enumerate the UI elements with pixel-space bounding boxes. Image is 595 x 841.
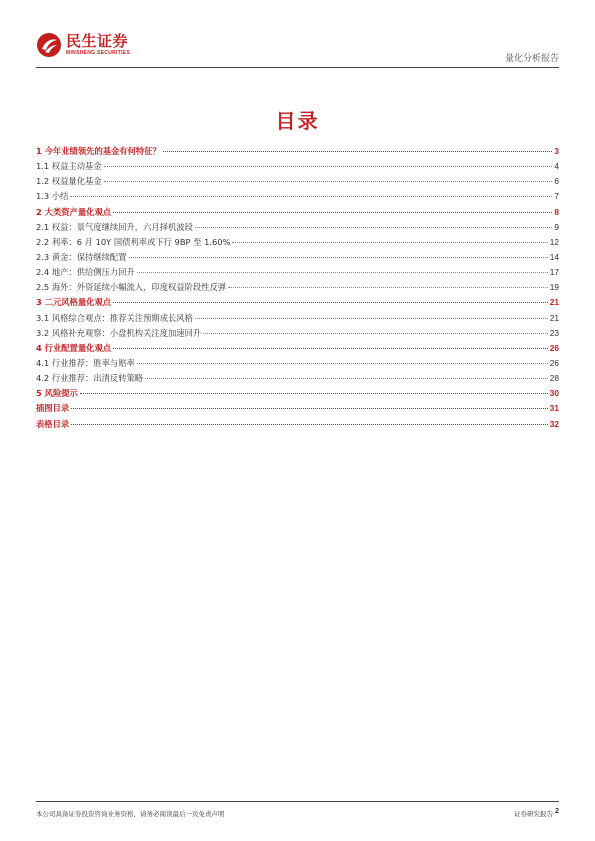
toc-entry-label: 2.4 地产：供给侧压力回升 [36, 267, 135, 278]
toc-entry-label: 4.2 行业推荐：出清反转策略 [36, 373, 144, 384]
page-header [36, 30, 559, 68]
toc-entry-label: 4 行业配置量化观点 [36, 342, 112, 353]
toc-entry-label: 插图目录 [36, 403, 70, 414]
brand-name-cn: 民生证券 [66, 32, 129, 50]
toc-entry-label: 2 大类资产量化观点 [36, 206, 112, 217]
toc-entry-label: 3.1 风格综合观点：推荐关注预期成长风格 [36, 312, 193, 323]
footer-divider [36, 801, 559, 802]
toc-dot-leader [104, 166, 553, 167]
toc-entry-label: 2.1 权益：景气度继续回升，六月择机波段 [36, 221, 193, 232]
toc-entry-page: 26 [549, 357, 559, 368]
toc-dot-leader [137, 363, 548, 364]
toc-entry-page: 30 [549, 388, 559, 399]
toc-entry-page: 21 [549, 297, 559, 308]
footer-disclaimer: 本公司具备证券投资咨询业务资格，请务必阅读最后一页免责声明 [36, 810, 225, 818]
toc-entry-page: 4 [554, 161, 559, 172]
toc-entry-label: 2.3 黄金：保持继续配置 [36, 251, 127, 262]
brand-logo [36, 32, 130, 58]
toc-entry-label: 5 风险提示 [36, 388, 78, 399]
toc-entry-page: 9 [554, 221, 559, 232]
toc-entry[interactable] [36, 326, 559, 341]
toc-entry-page: 26 [549, 342, 559, 353]
brand-name-en: MINSHENG SECURITIES [66, 50, 131, 56]
toc-dot-leader [228, 287, 548, 288]
toc-entry-label: 1.2 权益量化基金 [36, 176, 102, 187]
toc-entry-page: 31 [549, 403, 559, 414]
toc-dot-leader [71, 424, 548, 425]
toc-entry-page: 23 [549, 327, 559, 338]
toc-entry[interactable] [36, 265, 559, 280]
toc-entry-label: 2.2 利率：6 月 10Y 国债利率或下行 9BP 至 1.60% [36, 236, 231, 247]
toc-entry-label: 3.2 风格补充观察：小盘机构关注度加速回升 [36, 327, 202, 338]
toc-entry-label: 2.5 海外：外资延续小幅流入，印度权益阶段性反弹 [36, 282, 227, 293]
toc-entry[interactable] [36, 371, 559, 386]
toc-entry[interactable] [36, 250, 559, 265]
toc-dot-leader [203, 333, 548, 334]
toc-dot-leader [129, 257, 548, 258]
toc-entry-page: 3 [554, 146, 559, 156]
toc-entry-page: 17 [549, 267, 559, 278]
toc-entry[interactable] [36, 159, 559, 174]
header-divider [36, 67, 559, 68]
toc-dot-leader [232, 242, 547, 243]
toc-entry[interactable] [36, 311, 559, 326]
toc-dot-leader [113, 348, 548, 349]
toc-entry-page: 8 [554, 206, 559, 217]
table-of-contents [36, 144, 559, 432]
toc-entry[interactable] [36, 417, 559, 432]
toc-entry[interactable] [36, 401, 559, 416]
toc-entry-page: 28 [549, 373, 559, 384]
toc-dot-leader [137, 272, 548, 273]
toc-entry-label: 1.3 小结 [36, 191, 69, 202]
toc-entry-page: 6 [554, 176, 559, 187]
toc-dot-leader [71, 408, 548, 409]
page-number: 2 [555, 808, 559, 815]
toc-entry[interactable] [36, 341, 559, 356]
toc-entry[interactable] [36, 235, 559, 250]
minsheng-logo-icon [36, 32, 62, 58]
toc-entry-label: 1 今年业绩领先的基金有何特征？ [36, 146, 161, 156]
toc-entry-page: 14 [549, 251, 559, 262]
toc-entry-page: 32 [549, 418, 559, 429]
toc-entry-page: 12 [549, 236, 559, 247]
toc-entry-label: 表格目录 [36, 418, 70, 429]
report-type-label: 量化分析报告 [504, 54, 559, 64]
footer-doc-type: 证券研究报告 [514, 810, 553, 818]
toc-entry-page: 21 [549, 312, 559, 323]
toc-dot-leader [195, 318, 548, 319]
toc-entry[interactable] [36, 174, 559, 189]
toc-title: 目录 [275, 109, 320, 133]
toc-entry-page: 7 [554, 191, 559, 202]
toc-dot-leader [163, 151, 553, 152]
toc-entry-page: 19 [549, 282, 559, 293]
toc-dot-leader [113, 302, 548, 303]
toc-dot-leader [145, 378, 548, 379]
toc-entry[interactable] [36, 280, 559, 295]
toc-dot-leader [113, 212, 552, 213]
toc-dot-leader [70, 196, 552, 197]
toc-entry[interactable] [36, 356, 559, 371]
toc-entry[interactable] [36, 205, 559, 220]
toc-entry[interactable] [36, 189, 559, 204]
toc-dot-leader [195, 227, 552, 228]
toc-dot-leader [80, 393, 548, 394]
toc-entry[interactable] [36, 144, 559, 159]
toc-entry[interactable] [36, 220, 559, 235]
toc-dot-leader [104, 181, 553, 182]
toc-entry-label: 4.1 行业推荐：胜率与赔率 [36, 357, 135, 368]
toc-entry-label: 3 二元风格量化观点 [36, 297, 112, 308]
toc-entry[interactable] [36, 295, 559, 310]
toc-entry-label: 1.1 权益主动基金 [36, 161, 102, 172]
toc-entry[interactable] [36, 386, 559, 401]
